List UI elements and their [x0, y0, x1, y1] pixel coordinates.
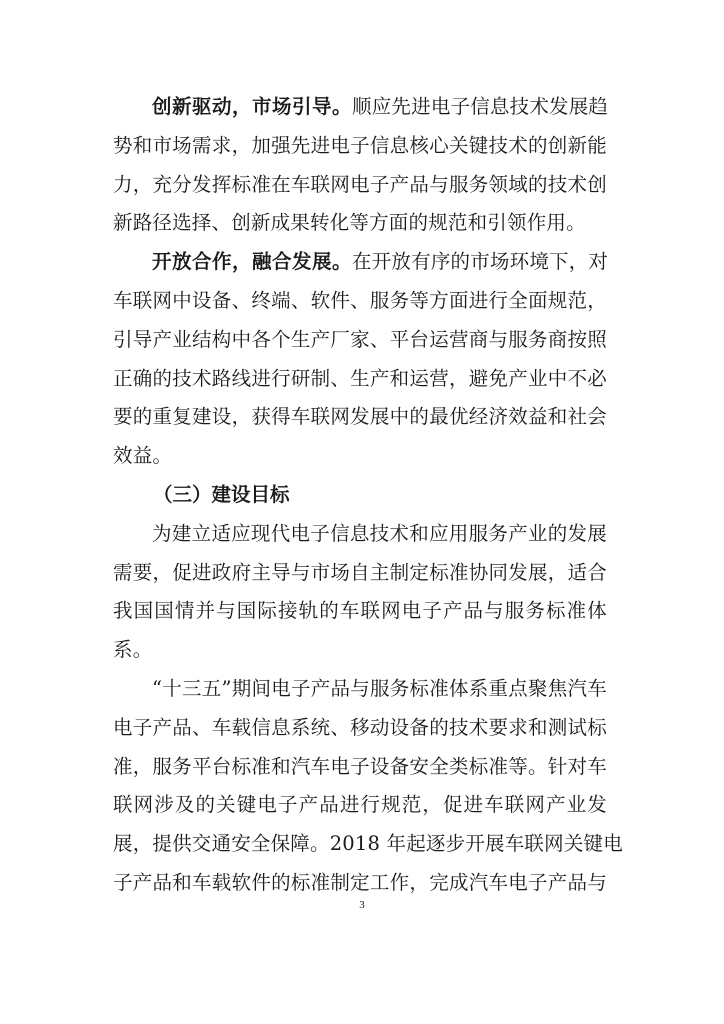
paragraph-line: 我国国情并与国际接轨的车联网电子产品与服务标准体 — [113, 599, 607, 623]
document-page — [113, 88, 623, 903]
paragraph-lead: 开放合作，融合发展。 — [152, 250, 353, 274]
five-year-plan-paragraph — [113, 670, 623, 903]
paragraph-lead: 创新驱动，市场引导。 — [152, 95, 353, 118]
paragraph-line: 要的重复建设，获得车联网发展中的最优经济效益和社会 — [113, 405, 607, 429]
paragraph-line: 势和市场需求，加强先进电子信息核心关键技术的创新能 — [113, 133, 607, 157]
paragraph-line: 展，提供交通安全保障。2018 年起逐步开展车联网关键电 — [113, 832, 623, 856]
paragraph-line: 正确的技术路线进行研制、生产和运营，避免产业中不必 — [113, 366, 607, 390]
paragraph-line: 系。 — [113, 638, 153, 662]
paragraph-line: 力，充分发挥标准在车联网电子产品与服务领域的技术创 — [113, 172, 607, 196]
paragraph-line: 创新驱动，市场引导。顺应先进电子信息技术发展趋 — [152, 95, 609, 118]
paragraph-line: 车联网中设备、终端、软件、服务等方面进行全面规范， — [113, 288, 607, 312]
paragraph-line: 效益。 — [113, 444, 173, 468]
page-number: 3 — [359, 899, 365, 911]
paragraph-line: 为建立适应现代电子信息技术和应用服务产业的发展 — [152, 521, 607, 545]
paragraph-line: 电子产品、车载信息系统、移动设备的技术要求和测试标 — [113, 715, 607, 739]
section-heading: （三）建设目标 — [153, 482, 290, 506]
paragraph-line: 联网涉及的关键电子产品进行规范，促进车联网产业发 — [113, 793, 607, 817]
principle-paragraph-open-cooperation — [113, 243, 607, 476]
paragraph-line: 子产品和车载软件的标准制定工作，完成汽车电子产品与 — [113, 870, 607, 894]
principle-paragraph-innovation — [113, 88, 607, 243]
paragraph-line: 开放合作，融合发展。在开放有序的市场环境下，对 — [152, 250, 609, 274]
paragraph-line: 新路径选择、创新成果转化等方面的规范和引领作用。 — [113, 211, 586, 235]
paragraph-line: 需要，促进政府主导与市场自主制定标准协同发展，适合 — [113, 560, 607, 584]
goal-paragraph — [113, 515, 607, 670]
paragraph-line: 准，服务平台标准和汽车电子设备安全类标准等。针对车 — [113, 754, 607, 778]
paragraph-line: 引导产业结构中各个生产厂家、平台运营商与服务商按照 — [113, 327, 607, 351]
paragraph-line: “十三五”期间电子产品与服务标准体系重点聚焦汽车 — [152, 676, 607, 700]
